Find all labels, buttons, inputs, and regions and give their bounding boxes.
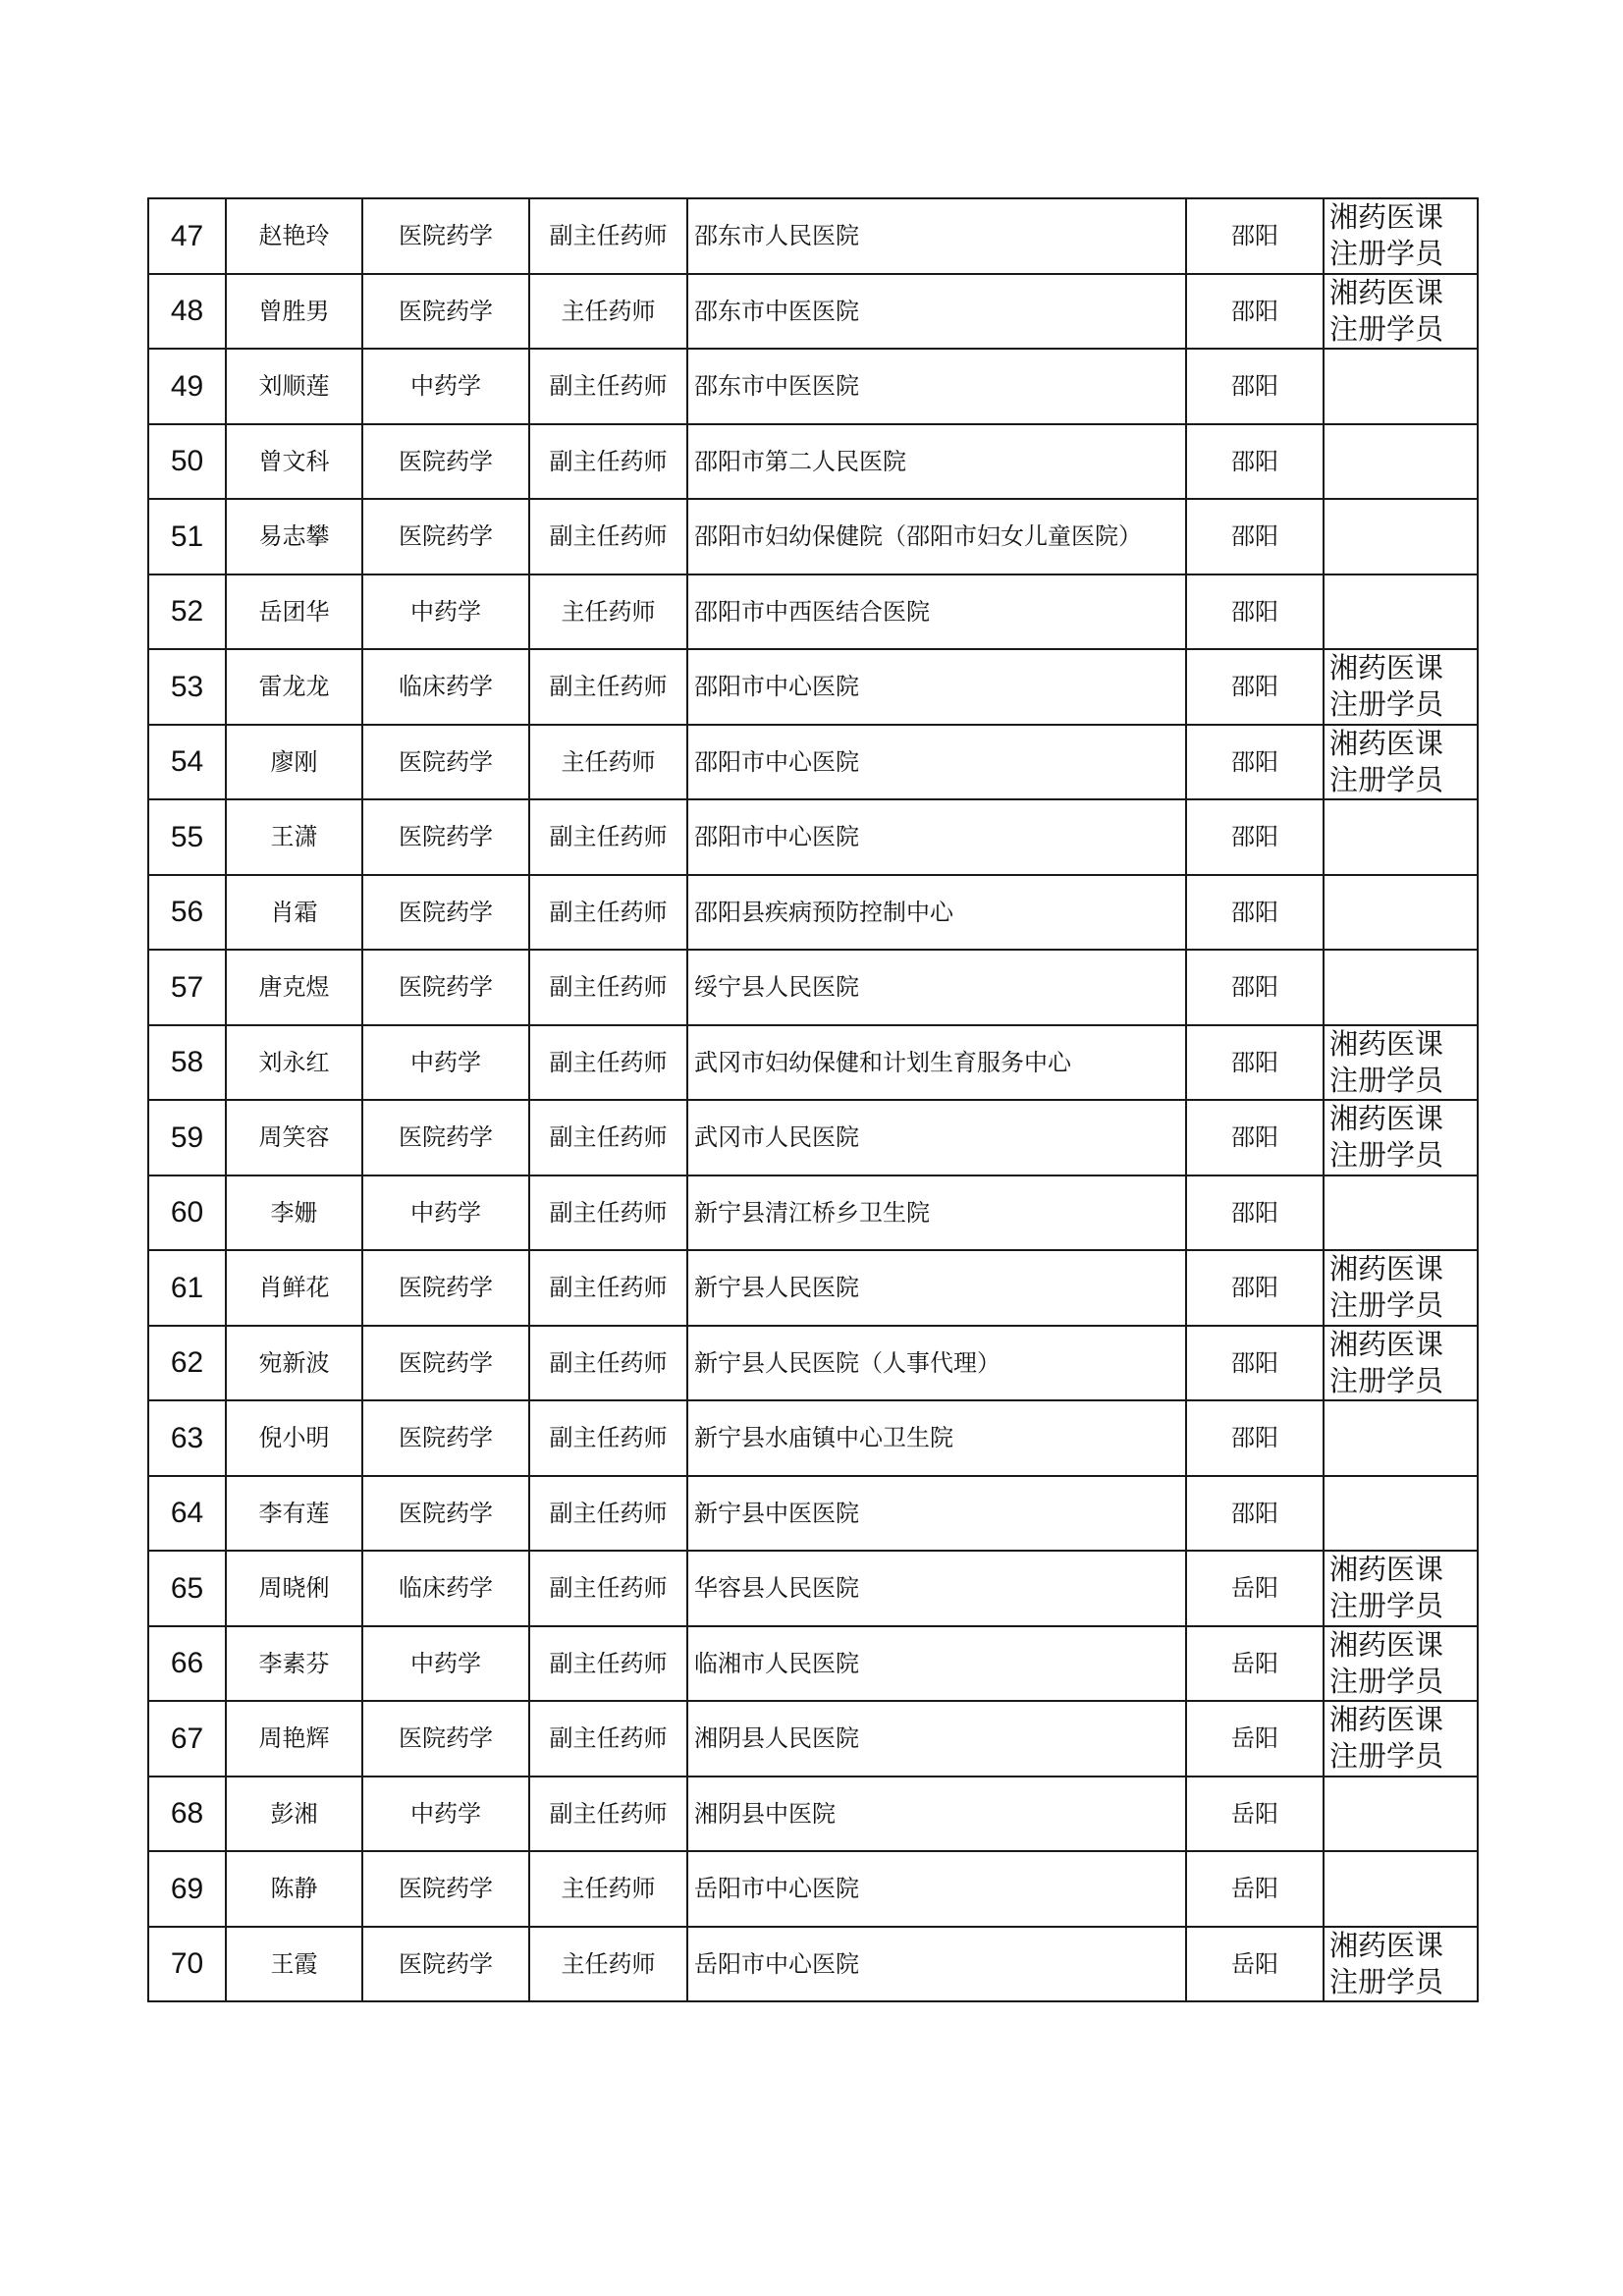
person-name-cell: 廖刚 xyxy=(226,725,362,800)
specialty-cell: 医院药学 xyxy=(362,274,529,350)
remark-cell xyxy=(1324,1100,1478,1175)
person-name-cell: 李姗 xyxy=(226,1175,362,1251)
remark-cell xyxy=(1324,198,1478,274)
person-name-cell: 易志攀 xyxy=(226,499,362,574)
row-number-cell: 51 xyxy=(148,499,226,574)
work-unit-cell: 邵阳市中心医院 xyxy=(687,799,1186,875)
professional-title-cell: 副主任药师 xyxy=(529,1025,687,1101)
remark-cell xyxy=(1324,649,1478,725)
person-name-cell: 曾文科 xyxy=(226,424,362,500)
person-name-cell: 赵艳玲 xyxy=(226,198,362,274)
specialty-cell: 医院药学 xyxy=(362,1400,529,1476)
work-unit-cell: 绥宁县人民医院 xyxy=(687,950,1186,1025)
remark-line: 湘药医课 xyxy=(1329,1327,1444,1361)
person-name-cell: 周艳辉 xyxy=(226,1701,362,1777)
table-row xyxy=(148,649,1478,725)
remark-line: 注册学员 xyxy=(1329,762,1444,796)
table-row xyxy=(148,1250,1478,1326)
row-number-cell: 50 xyxy=(148,424,226,500)
work-unit-cell: 邵阳市中心医院 xyxy=(687,649,1186,725)
region-cell: 邵阳 xyxy=(1186,274,1324,350)
remark-line: 注册学员 xyxy=(1329,1664,1444,1698)
row-number-cell: 60 xyxy=(148,1175,226,1251)
remark-line: 注册学员 xyxy=(1329,1063,1444,1097)
region-cell: 邵阳 xyxy=(1186,1175,1324,1251)
professional-title-cell: 副主任药师 xyxy=(529,198,687,274)
specialty-cell: 中药学 xyxy=(362,1777,529,1852)
row-number-cell: 69 xyxy=(148,1851,226,1927)
remark-cell xyxy=(1324,1851,1478,1927)
work-unit-cell: 新宁县清江桥乡卫生院 xyxy=(687,1175,1186,1251)
professional-title-cell: 副主任药师 xyxy=(529,499,687,574)
row-number-cell: 63 xyxy=(148,1400,226,1476)
row-number-cell: 70 xyxy=(148,1927,226,2002)
row-number-cell: 67 xyxy=(148,1701,226,1777)
remark-line: 注册学员 xyxy=(1329,237,1444,271)
region-cell: 岳阳 xyxy=(1186,1626,1324,1702)
person-name-cell: 陈静 xyxy=(226,1851,362,1927)
remark-line: 湘药医课 xyxy=(1329,1252,1444,1286)
table-row xyxy=(148,499,1478,574)
region-cell: 邵阳 xyxy=(1186,950,1324,1025)
remark-cell xyxy=(1324,1476,1478,1552)
remark-cell xyxy=(1324,274,1478,350)
work-unit-cell: 临湘市人民医院 xyxy=(687,1626,1186,1702)
row-number-cell: 58 xyxy=(148,1025,226,1101)
professional-title-cell: 副主任药师 xyxy=(529,649,687,725)
specialty-cell: 医院药学 xyxy=(362,198,529,274)
remark-line: 湘药医课 xyxy=(1329,200,1444,235)
table-row xyxy=(148,198,1478,274)
specialty-cell: 医院药学 xyxy=(362,1701,529,1777)
row-number-cell: 55 xyxy=(148,799,226,875)
specialty-cell: 中药学 xyxy=(362,1626,529,1702)
remark-cell xyxy=(1324,1777,1478,1852)
person-name-cell: 刘顺莲 xyxy=(226,349,362,424)
table-row xyxy=(148,950,1478,1025)
person-name-cell: 王霞 xyxy=(226,1927,362,2002)
professional-title-cell: 副主任药师 xyxy=(529,950,687,1025)
remark-line: 注册学员 xyxy=(1329,1964,1444,1998)
region-cell: 邵阳 xyxy=(1186,649,1324,725)
specialty-cell: 医院药学 xyxy=(362,950,529,1025)
remark-line: 湘药医课 xyxy=(1329,1627,1444,1662)
remark-line: 湘药医课 xyxy=(1329,275,1444,309)
region-cell: 邵阳 xyxy=(1186,574,1324,650)
professional-title-cell: 主任药师 xyxy=(529,725,687,800)
work-unit-cell: 邵阳市中心医院 xyxy=(687,725,1186,800)
remark-cell xyxy=(1324,349,1478,424)
remark-cell xyxy=(1324,1025,1478,1101)
person-name-cell: 彭湘 xyxy=(226,1777,362,1852)
roster-table xyxy=(147,197,1479,2002)
work-unit-cell: 湘阴县人民医院 xyxy=(687,1701,1186,1777)
person-name-cell: 李有莲 xyxy=(226,1476,362,1552)
professional-title-cell: 副主任药师 xyxy=(529,1326,687,1401)
remark-cell xyxy=(1324,1927,1478,2002)
professional-title-cell: 副主任药师 xyxy=(529,1175,687,1251)
row-number-cell: 66 xyxy=(148,1626,226,1702)
work-unit-cell: 邵东市人民医院 xyxy=(687,198,1186,274)
professional-title-cell: 副主任药师 xyxy=(529,424,687,500)
work-unit-cell: 岳阳市中心医院 xyxy=(687,1851,1186,1927)
remark-cell xyxy=(1324,1250,1478,1326)
region-cell: 邵阳 xyxy=(1186,198,1324,274)
professional-title-cell: 副主任药师 xyxy=(529,349,687,424)
table-row xyxy=(148,1701,1478,1777)
table-row xyxy=(148,1851,1478,1927)
remark-cell xyxy=(1324,725,1478,800)
specialty-cell: 中药学 xyxy=(362,574,529,650)
remark-line: 湘药医课 xyxy=(1329,1026,1444,1061)
person-name-cell: 周晓俐 xyxy=(226,1551,362,1626)
table-row xyxy=(148,1626,1478,1702)
remark-cell xyxy=(1324,1551,1478,1626)
row-number-cell: 52 xyxy=(148,574,226,650)
specialty-cell: 医院药学 xyxy=(362,1100,529,1175)
remark-line: 湘药医课 xyxy=(1329,1928,1444,1962)
roster-body xyxy=(148,198,1478,2001)
remark-cell xyxy=(1324,875,1478,951)
remark-line: 湘药医课 xyxy=(1329,1553,1444,1587)
specialty-cell: 医院药学 xyxy=(362,1476,529,1552)
region-cell: 岳阳 xyxy=(1186,1927,1324,2002)
person-name-cell: 肖鲜花 xyxy=(226,1250,362,1326)
row-number-cell: 62 xyxy=(148,1326,226,1401)
region-cell: 岳阳 xyxy=(1186,1551,1324,1626)
remark-cell xyxy=(1324,1400,1478,1476)
table-row xyxy=(148,349,1478,424)
table-row xyxy=(148,274,1478,350)
region-cell: 岳阳 xyxy=(1186,1777,1324,1852)
professional-title-cell: 副主任药师 xyxy=(529,875,687,951)
row-number-cell: 47 xyxy=(148,198,226,274)
remark-cell xyxy=(1324,1175,1478,1251)
person-name-cell: 李素芬 xyxy=(226,1626,362,1702)
table-row xyxy=(148,1025,1478,1101)
remark-line: 注册学员 xyxy=(1329,1138,1444,1173)
table-row xyxy=(148,1551,1478,1626)
row-number-cell: 56 xyxy=(148,875,226,951)
professional-title-cell: 副主任药师 xyxy=(529,1476,687,1552)
person-name-cell: 岳团华 xyxy=(226,574,362,650)
remark-cell xyxy=(1324,1326,1478,1401)
work-unit-cell: 邵阳县疾病预防控制中心 xyxy=(687,875,1186,951)
specialty-cell: 医院药学 xyxy=(362,875,529,951)
region-cell: 岳阳 xyxy=(1186,1701,1324,1777)
row-number-cell: 54 xyxy=(148,725,226,800)
table-row xyxy=(148,424,1478,500)
professional-title-cell: 主任药师 xyxy=(529,1851,687,1927)
remark-line: 注册学员 xyxy=(1329,1363,1444,1397)
person-name-cell: 曾胜男 xyxy=(226,274,362,350)
region-cell: 邵阳 xyxy=(1186,725,1324,800)
professional-title-cell: 副主任药师 xyxy=(529,1551,687,1626)
remark-line: 注册学员 xyxy=(1329,687,1444,722)
work-unit-cell: 新宁县人民医院 xyxy=(687,1250,1186,1326)
remark-line: 注册学员 xyxy=(1329,1288,1444,1323)
specialty-cell: 医院药学 xyxy=(362,424,529,500)
region-cell: 邵阳 xyxy=(1186,499,1324,574)
table-row xyxy=(148,1100,1478,1175)
specialty-cell: 中药学 xyxy=(362,1175,529,1251)
person-name-cell: 雷龙龙 xyxy=(226,649,362,725)
row-number-cell: 53 xyxy=(148,649,226,725)
region-cell: 邵阳 xyxy=(1186,1476,1324,1552)
specialty-cell: 医院药学 xyxy=(362,799,529,875)
person-name-cell: 王潇 xyxy=(226,799,362,875)
region-cell: 邵阳 xyxy=(1186,1400,1324,1476)
remark-cell xyxy=(1324,424,1478,500)
professional-title-cell: 副主任药师 xyxy=(529,1250,687,1326)
table-row xyxy=(148,1476,1478,1552)
work-unit-cell: 邵阳市中西医结合医院 xyxy=(687,574,1186,650)
professional-title-cell: 主任药师 xyxy=(529,274,687,350)
remark-line: 注册学员 xyxy=(1329,311,1444,346)
professional-title-cell: 副主任药师 xyxy=(529,1100,687,1175)
row-number-cell: 59 xyxy=(148,1100,226,1175)
work-unit-cell: 新宁县水庙镇中心卫生院 xyxy=(687,1400,1186,1476)
specialty-cell: 医院药学 xyxy=(362,1927,529,2002)
region-cell: 邵阳 xyxy=(1186,1100,1324,1175)
remark-cell xyxy=(1324,499,1478,574)
person-name-cell: 周笑容 xyxy=(226,1100,362,1175)
remark-line: 湘药医课 xyxy=(1329,726,1444,760)
work-unit-cell: 邵东市中医医院 xyxy=(687,349,1186,424)
work-unit-cell: 华容县人民医院 xyxy=(687,1551,1186,1626)
professional-title-cell: 主任药师 xyxy=(529,574,687,650)
remark-line: 湘药医课 xyxy=(1329,1102,1444,1136)
table-row xyxy=(148,725,1478,800)
work-unit-cell: 湘阴县中医院 xyxy=(687,1777,1186,1852)
region-cell: 邵阳 xyxy=(1186,875,1324,951)
work-unit-cell: 邵东市中医医院 xyxy=(687,274,1186,350)
remark-cell xyxy=(1324,574,1478,650)
remark-line: 湘药医课 xyxy=(1329,651,1444,685)
professional-title-cell: 副主任药师 xyxy=(529,799,687,875)
professional-title-cell: 副主任药师 xyxy=(529,1701,687,1777)
region-cell: 邵阳 xyxy=(1186,1326,1324,1401)
professional-title-cell: 副主任药师 xyxy=(529,1777,687,1852)
table-row xyxy=(148,574,1478,650)
professional-title-cell: 副主任药师 xyxy=(529,1400,687,1476)
region-cell: 邵阳 xyxy=(1186,799,1324,875)
person-name-cell: 倪小明 xyxy=(226,1400,362,1476)
table-row xyxy=(148,875,1478,951)
table-row xyxy=(148,1927,1478,2002)
row-number-cell: 49 xyxy=(148,349,226,424)
row-number-cell: 48 xyxy=(148,274,226,350)
table-row xyxy=(148,1777,1478,1852)
row-number-cell: 68 xyxy=(148,1777,226,1852)
person-name-cell: 宛新波 xyxy=(226,1326,362,1401)
remark-cell xyxy=(1324,1626,1478,1702)
work-unit-cell: 新宁县人民医院（人事代理） xyxy=(687,1326,1186,1401)
specialty-cell: 中药学 xyxy=(362,1025,529,1101)
remark-cell xyxy=(1324,1701,1478,1777)
person-name-cell: 肖霜 xyxy=(226,875,362,951)
work-unit-cell: 武冈市妇幼保健和计划生育服务中心 xyxy=(687,1025,1186,1101)
specialty-cell: 医院药学 xyxy=(362,499,529,574)
region-cell: 邵阳 xyxy=(1186,349,1324,424)
remark-cell xyxy=(1324,950,1478,1025)
table-row xyxy=(148,1175,1478,1251)
specialty-cell: 医院药学 xyxy=(362,1326,529,1401)
row-number-cell: 57 xyxy=(148,950,226,1025)
row-number-cell: 64 xyxy=(148,1476,226,1552)
remark-cell xyxy=(1324,799,1478,875)
specialty-cell: 医院药学 xyxy=(362,725,529,800)
work-unit-cell: 邵阳市第二人民医院 xyxy=(687,424,1186,500)
region-cell: 邵阳 xyxy=(1186,1025,1324,1101)
region-cell: 邵阳 xyxy=(1186,1250,1324,1326)
work-unit-cell: 岳阳市中心医院 xyxy=(687,1927,1186,2002)
remark-line: 注册学员 xyxy=(1329,1739,1444,1774)
professional-title-cell: 副主任药师 xyxy=(529,1626,687,1702)
specialty-cell: 临床药学 xyxy=(362,1551,529,1626)
work-unit-cell: 武冈市人民医院 xyxy=(687,1100,1186,1175)
remark-line: 注册学员 xyxy=(1329,1589,1444,1623)
table-row xyxy=(148,799,1478,875)
professional-title-cell: 主任药师 xyxy=(529,1927,687,2002)
work-unit-cell: 邵阳市妇幼保健院（邵阳市妇女儿童医院） xyxy=(687,499,1186,574)
specialty-cell: 医院药学 xyxy=(362,1250,529,1326)
table-row xyxy=(148,1400,1478,1476)
row-number-cell: 65 xyxy=(148,1551,226,1626)
specialty-cell: 临床药学 xyxy=(362,649,529,725)
person-name-cell: 刘永红 xyxy=(226,1025,362,1101)
work-unit-cell: 新宁县中医医院 xyxy=(687,1476,1186,1552)
specialty-cell: 中药学 xyxy=(362,349,529,424)
region-cell: 岳阳 xyxy=(1186,1851,1324,1927)
region-cell: 邵阳 xyxy=(1186,424,1324,500)
remark-line: 湘药医课 xyxy=(1329,1703,1444,1737)
row-number-cell: 61 xyxy=(148,1250,226,1326)
roster-sheet xyxy=(147,197,1477,2002)
person-name-cell: 唐克煜 xyxy=(226,950,362,1025)
table-row xyxy=(148,1326,1478,1401)
specialty-cell: 医院药学 xyxy=(362,1851,529,1927)
